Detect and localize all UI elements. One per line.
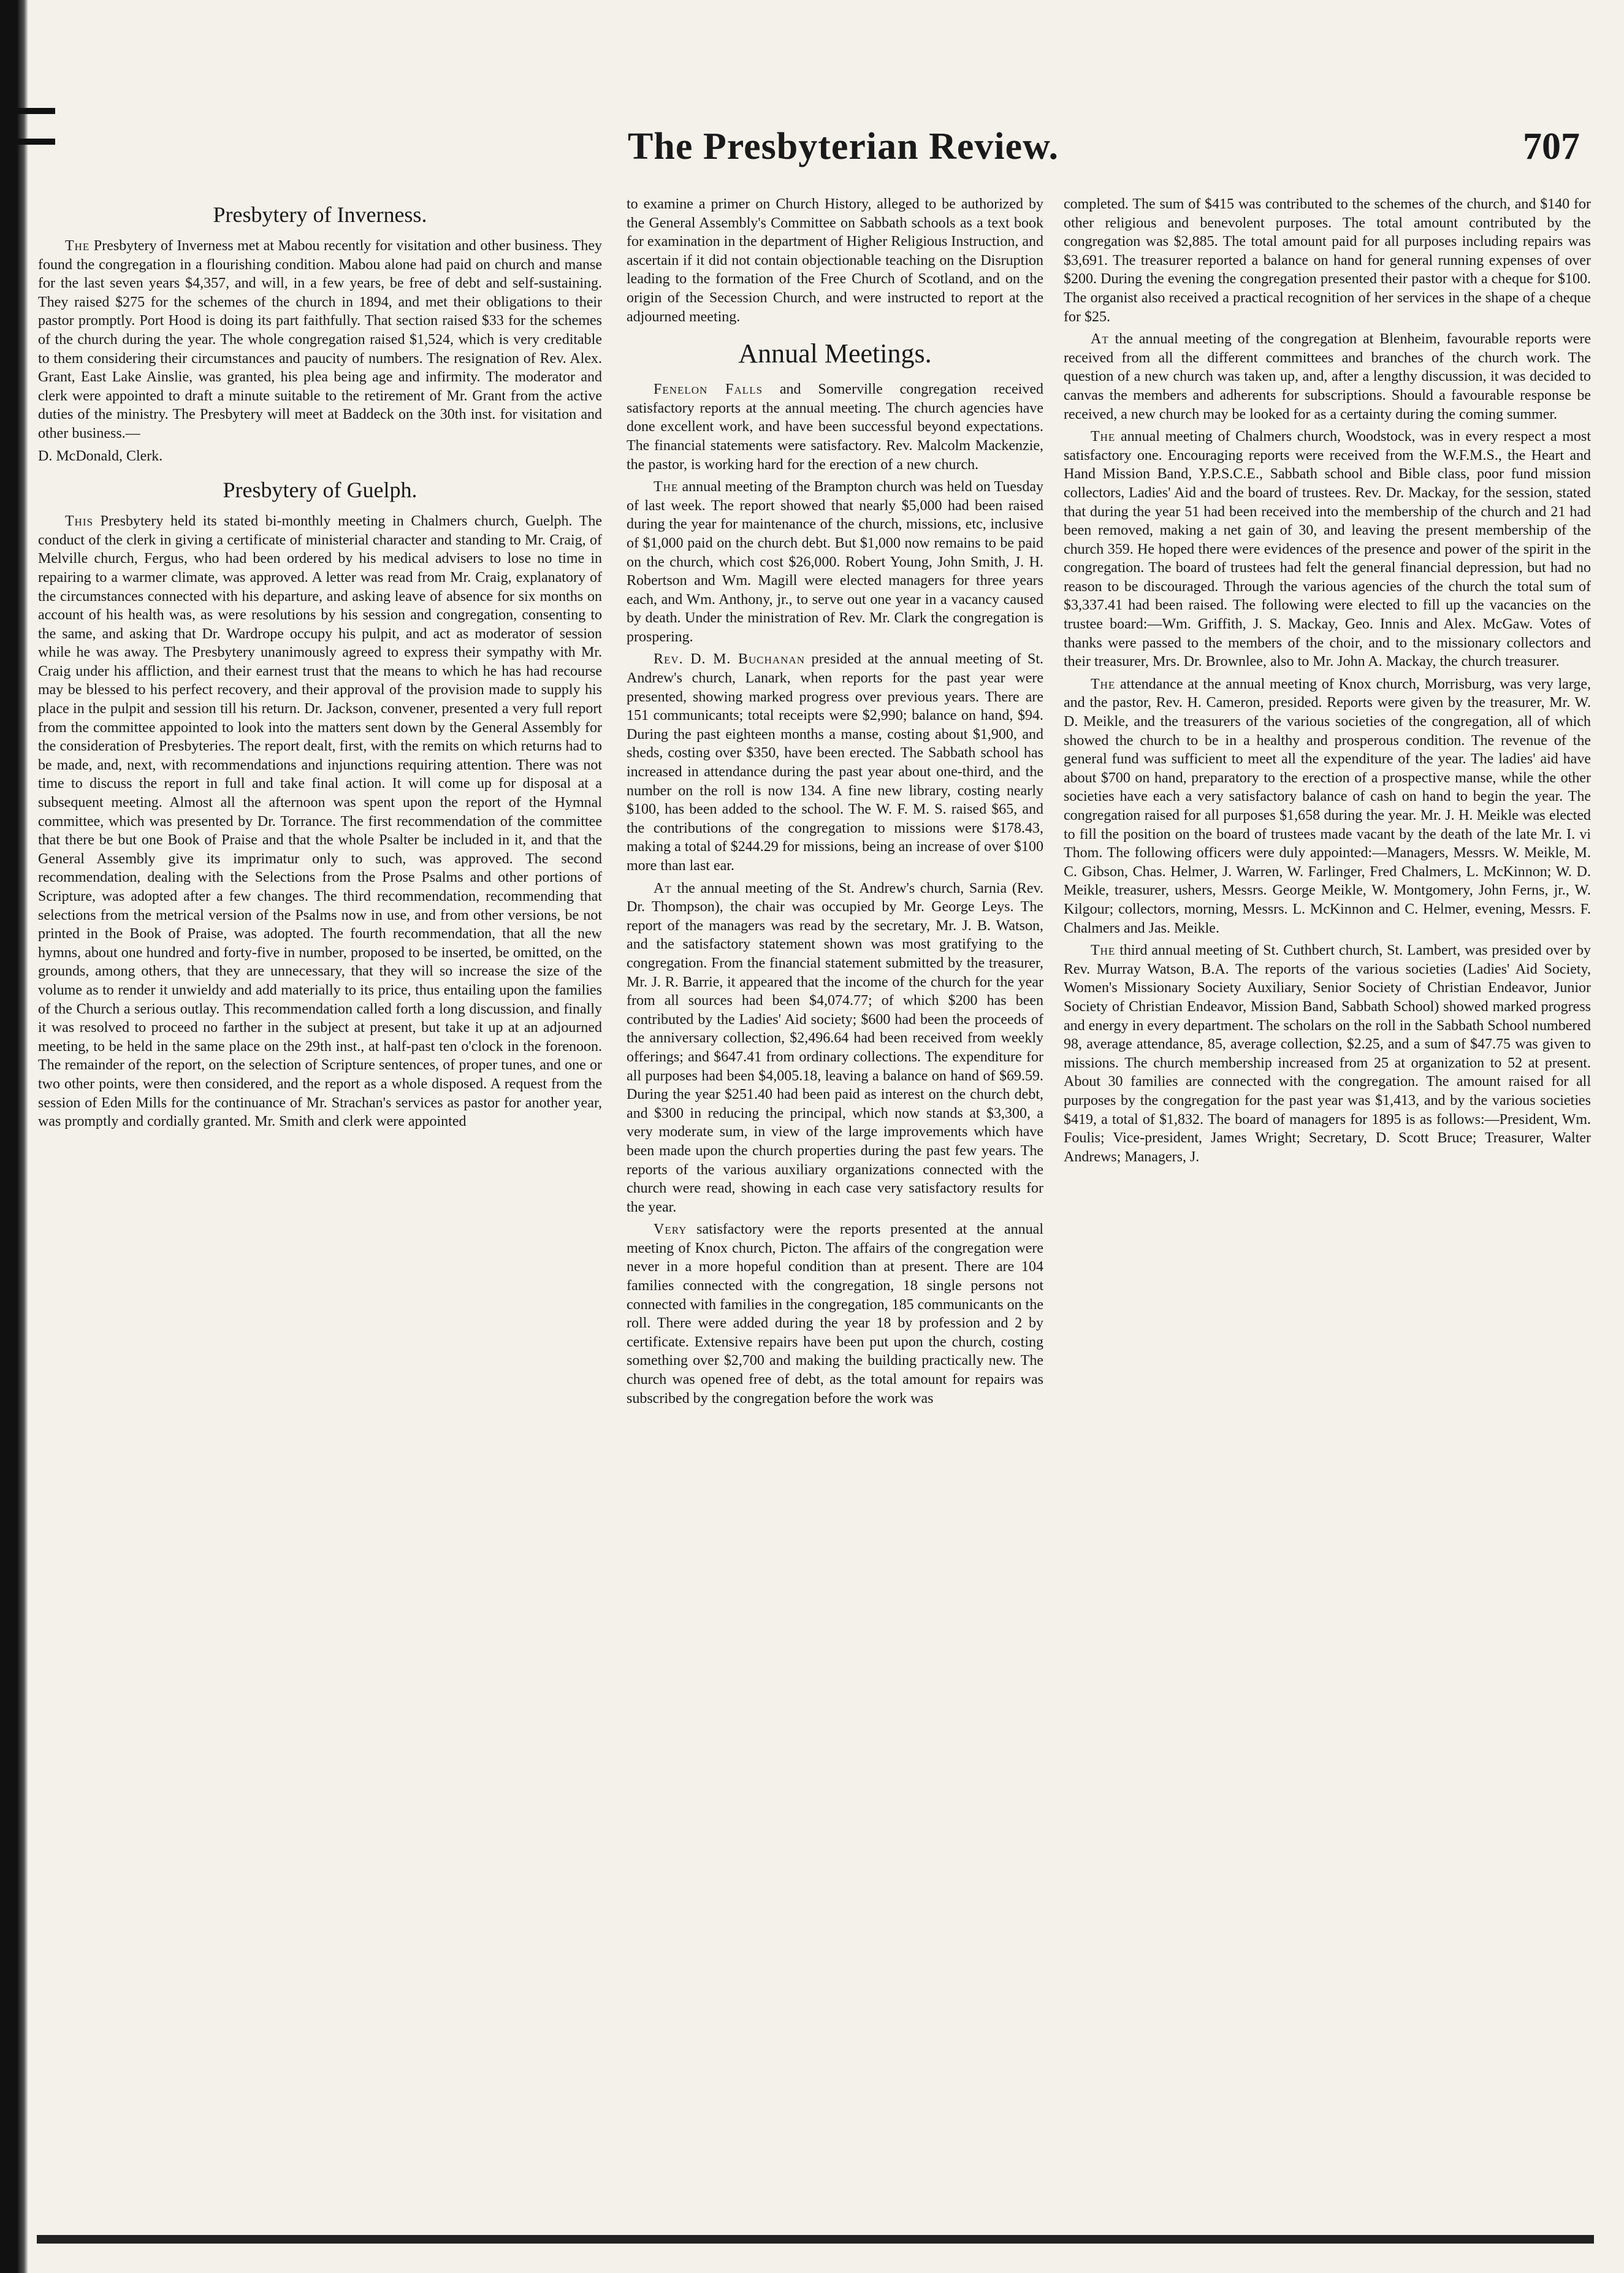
paragraph-lead-words: The	[654, 479, 679, 495]
paragraph-text: annual meeting of Chalmers church, Woodstock, was in every respect a most satisfactory one. Encouraging reports were received from the W.F.M.S., the Heart and Hand Mission Band, Y.P.S.C.E., Sabbath school and Bible class, poor fund mission collectors, Ladies' Aid and the board of trustees. Rev. Dr. Mackay, for the session, stated that during the year 51 had been received into the membership of the church and 21 had been removed, making a net gain of 30, and leaving the present membership of the church 359. He hoped there were evidences of the presence and power of the spirit in the congregation. The board of trustees had felt the general financial depression, but had no reason to be discouraged. Through the various agencies of the church the total sum of $3,337.41 had been raised. The following were elected to fill up the vacancies on the trustee board:—Wm. Griffith, J. S. Mackay, Geo. Innis and Alex. McGaw. Votes of thanks were passed to the members of the choir, and to the missionary collectors and their treasurer, Mrs. Dr. Brownlee, also to Mr. John A. Mackay, the church treasurer.	[1064, 429, 1591, 670]
paragraph-lead-words: At	[654, 880, 672, 896]
article-paragraph	[627, 650, 1043, 875]
paragraph-lead-words: At	[1091, 331, 1109, 348]
paragraph-lead-words: This	[65, 513, 94, 530]
article-paragraph	[627, 380, 1043, 474]
paragraph-text: third annual meeting of St. Cuthbert church, St. Lambert, was presided over by Rev. Murray Watson, B.A. The reports of the various societies (Ladies' Aid Society, Women's Missionary Society Auxiliary, Senior Society of Christian Endeavor, Junior Society of Christian Endeavor, Mission Band, Sabbath School) showed marked progress and energy in every department. The scholars on the roll in the Sabbath School numbered 98, average attendance, 85, average collection, $2.25, and a sum of $47.75 was given to missions. The church membership increased from 25 at organization to 52 at present. About 30 families are connected with the congregation. The amount raised for all purposes by the congregation for the past year was $1,413, and by the various societies $419, a total of $1,832. The board of managers for 1895 is as follows:—President, Wm. Foulis; Vice-president, James Wright; Secretary, D. Scott Bruce; Treasurer, Walter Andrews; Managers, J.	[1064, 942, 1591, 1165]
page-number: 707	[1523, 126, 1580, 167]
article-paragraph	[1064, 675, 1591, 938]
clerk-signature: D. McDonald, Clerk.	[38, 448, 163, 464]
paragraph-text: Presbytery held its stated bi-monthly meeting in Chalmers church, Guelph. The conduct of the clerk in giving a certificate of ministerial character and standing to Mr. Craig, of Melville church, Fergus, who had been ordered by his medical advisers to lose no time in repairing to a warmer climate, was approved. A letter was read from Mr. Craig, explanatory of the circumstances connected with his departure, and asking leave of absence for six months on account of his health was, as were resolutions by his session and congregation, consenting to the same, and asking that Dr. Wardrope occupy his pulpit, and act as moderator of session while he was away. The Presbytery unanimously agreed to express their sympathy with Mr. Craig under his affliction, and their earnest trust that the means to which he has had recourse may be blessed to his perfect recovery, and their approval of the provision made to supply his place in the pulpit and session till his return. Dr. Jackson, convener, presented a very full report from the committee appointed to look into the matters sent down by the General Assembly for the consideration of Presbyteries. The report dealt, first, with the remits on which returns had to be made, and, next, with recommendations and injunctions requiring attention. There was not time to discuss the report in full and take final action. It will come up for disposal at a subsequent meeting. Almost all the afternoon was spent upon the report of the Hymnal committee, which was presented by Dr. Torrance. The first recommendation of the committee that there be but one Book of Praise and that the whole Psalter be included in it, and that the General Assembly give its imprimatur only to such, was approved. The second recommendation, dealing with the Selections from the Prose Psalms and other portions of Scripture, was adopted after a few changes. The third recommendation, recommending that selections from the metrical version of the Psalms now in use, and from other versions, be not printed in the Book of Praise, was adopted. The fourth recommendation, that all the new hymns, about one hundred and forty-five in number, proposed to be inserted, be omitted, on the grounds, among others, that they are unnecessary, that they will so increase the size of the volume as to render it unwieldy and add materially to its price, thus entailing upon the families of the Church a serious outlay. This recommendation called forth a long discussion, and finally it was resolved to proceed no farther in the subject at present, but take it up at an adjourned meeting, to be held in the same place on the 29th inst., at half-past ten o'clock in the forenoon. The remainder of the report, on the selection of Scripture sentences, of proper tunes, and one or two other points, were then considered, and the report as a whole disposed. A request from the session of Eden Mills for the continuance of Mr. Strachan's services as pastor for another year, was promptly and cordially granted. Mr. Smith and clerk were appointed	[38, 513, 602, 1130]
article-paragraph	[627, 879, 1043, 1217]
paragraph-lead-words: Rev. D. M. Buchanan	[654, 651, 805, 668]
article-paragraph-continued	[627, 195, 1043, 326]
section-heading: Presbytery of Inverness.	[213, 202, 427, 227]
paragraph-text: to examine a primer on Church History, alleged to be authorized by the General Assembly's Committee on Sabbath schools as a text book for examination in the department of Higher Religious Instruction, and ascertain if it did not contain objectionable teaching on the Disruption leading to the formation of the Free Church of Scotland, and on the origin of the Secession Church, and were instructed to report at the adjourned meeting.	[627, 196, 1043, 325]
paragraph-text: satisfactory were the reports presented at the annual meeting of Knox church, Picton. The affairs of the congregation were never in a more hopeful condition than at present. There are 104 families connected with the congregation, 18 single persons not connected with families in the congregation, 185 communicants on the roll. There were added during the year 18 by profession and 2 by certificate. Extensive repairs have been put upon the church, costing something over $2,700 and making the building practically new. The church was opened free of debt, as the total amount for repairs was subscribed by the congregation before the work was	[627, 1221, 1043, 1407]
paragraph-text: and Somerville congregation received satisfactory reports at the annual meeting. The church agencies have done excellent work, and have been successful beyond expectations. The financial statements were satisfactory. Rev. Malcolm Mackenzie, the pastor, is working hard for the erection of a new church.	[627, 381, 1043, 473]
paragraph-text: attendance at the annual meeting of Knox church, Morrisburg, was very large, and the pastor, Rev. H. Cameron, presided. Reports were given by the treasurer, Mr. W. D. Meikle, and the treasurers of the various societies of the congregation, all of which showed the church to be in a healthy and prosperous condition. The revenue of the general fund was sufficient to meet all the expenditure of the year. The ladies' aid have about $700 on hand, preparatory to the erection of a prospective manse, while the other societies have each a very satisfactory balance of cash on hand to begin the year. The congregation raised for all purposes $1,658 during the year. Mr. J. H. Meikle was elected to fill the position on the board of trustees made vacant by the death of the late Mr. I. vi Thom. The following officers were duly appointed:—Managers, Messrs. W. Meikle, M. C. Gibson, Chas. Helmer, J. Warren, W. Farlinger, Fred Chalmers, L. McKinnon; W. D. Meikle, treasurer, ushers, Messrs. George Meikle, W. Montgomery, John Ferns, jr., W. Kilgour; collectors, morning, Messrs. L. McKinnon and C. Helmer, evening, Messrs. F. Chalmers and Jas. Meikle.	[1064, 676, 1591, 936]
journal-title: The Presbyterian Review.	[628, 126, 1059, 167]
article-paragraph	[1064, 427, 1591, 671]
column-1	[38, 195, 602, 1135]
article-paragraph	[38, 512, 602, 1131]
paragraph-lead-words: The	[1091, 429, 1116, 445]
paragraph-lead-words: The	[65, 238, 90, 254]
article-paragraph-continued	[1064, 195, 1591, 326]
paragraph-text: the annual meeting of the congregation at Blenheim, favourable reports were received from all the different committees and branches of the church work. The question of a new church was taken up, and, after a lengthy discussion, it was decided to canvas the members and adherents for subscriptions. Should a favourable response be received, a new church may be looked for as a certainty during the coming summer.	[1064, 331, 1591, 422]
article-paragraph	[627, 1220, 1043, 1408]
paragraph-lead-words: Very	[654, 1221, 687, 1238]
section-heading: Presbytery of Guelph.	[223, 478, 417, 503]
paragraph-lead-words: The	[1091, 676, 1116, 692]
paragraph-lead-words: Fenelon Falls	[654, 381, 763, 398]
paragraph-lead-words: The	[1091, 942, 1116, 959]
article-paragraph	[1064, 330, 1591, 424]
paragraph-text: completed. The sum of $415 was contributed to the schemes of the church, and $140 for other religious and benevolent purposes. The total amount contributed by the congregation was $2,885. The total amount paid for all purposes including repairs was $3,691. The treasurer reported a balance on hand for general running expenses of over $200. During the evening the congregation presented their pastor with a cheque for $100. The organist also received a practical recognition of her services in the shape of a cheque for $25.	[1064, 196, 1591, 325]
column-3	[1064, 195, 1591, 1170]
paragraph-text: presided at the annual meeting of St. Andrew's church, Lanark, when reports for the past year were presented, showing marked progress over previous years. There are 151 communicants; total receipts were $2,990; balance on hand, $94. During the past eighteen months a manse, costing about $1,900, and sheds, costing over $350, have been erected. The Sabbath school has increased in attendance during the past year about one-third, and the number on the roll is now 134. A fine new library, costing nearly $100, has been added to the school. The W. F. M. S. raised $65, and the contributions of the congregation to missions were $178.43, making a total of $244.29 for missions, being an increase of over $100 more than last ear.	[627, 651, 1044, 874]
article-paragraph	[627, 478, 1043, 646]
paragraph-text: Presbytery of Inverness met at Mabou recently for visitation and other business. They found the congregation in a flourishing condition. Mabou alone had paid on church and manse for the last seven years $4,357, and will, in a few years, be free of debt and self-sustaining. They raised $275 for the schemes of the church in 1894, and met their obligations to their pastor promptly. Port Hood is doing its part faithfully. That section raised $33 for the schemes of the church during the year. The whole congregation raised $1,524, which is very creditable to them considering their circumstances and paucity of numbers. The resignation of Rev. Alex. Grant, East Lake Ainslie, was granted, his plea being age and infirmity. The moderator and clerk were appointed to draft a minute suitable to the retirement of Mr. Grant from the active duties of the ministry. The Presbytery will meet at Baddeck on the 30th inst. for visitation and other business.—	[38, 238, 602, 441]
scan-edge-mark	[0, 108, 55, 114]
scan-edge-bottom	[37, 2235, 1594, 2244]
column-2	[627, 195, 1043, 1412]
article-paragraph	[1064, 941, 1591, 1166]
scan-edge-mark	[0, 139, 55, 145]
paragraph-text: annual meeting of the Brampton church was held on Tuesday of last week. The report showed that nearly $5,000 had been raised during the year for maintenance of the church, missions, etc, inclusive of $1,000 paid on the church debt. But $1,000 now remains to be paid on the church, which cost $26,000. Robert Young, John Smith, J. H. Robertson and Wm. Magill were elected managers for three years each, and Wm. Anthony, jr., to serve out one year in a vacancy caused by death. Under the ministration of Rev. Mr. Clark the congregation is prospering.	[627, 479, 1043, 645]
scan-edge-left	[0, 0, 28, 2273]
page-header	[628, 125, 1580, 180]
paragraph-text: the annual meeting of the St. Andrew's church, Sarnia (Rev. Dr. Thompson), the chair was occupied by Mr. George Leys. The report of the managers was read by the secretary, Mr. J. B. Watson, and the satisfactory statement shown was most gratifying to the congregation. From the financial statement submitted by the treasurer, Mr. J. R. Barrie, it appeared that the income of the church for the year from all sources had been $4,074.77; of which $200 has been contributed by the Ladies' Aid society; $600 had been the proceeds of the anniversary collection, $2,496.64 had been received from weekly offerings; and $647.41 from ordinary collections. The expenditure for all purposes had been $4,005.18, leaving a balance on hand of $69.59. During the year $251.40 had been paid as interest on the church debt, and $300 in reducing the principal, which now stands at $3,300, a very moderate sum, in view of the large improvements which have been made upon the church properties during the past few years. The reports of the various auxiliary organizations connected with the church were read, showing in each case very satisfactory results for the year.	[627, 880, 1043, 1215]
article-paragraph	[38, 237, 602, 443]
section-heading: Annual Meetings.	[738, 338, 932, 369]
